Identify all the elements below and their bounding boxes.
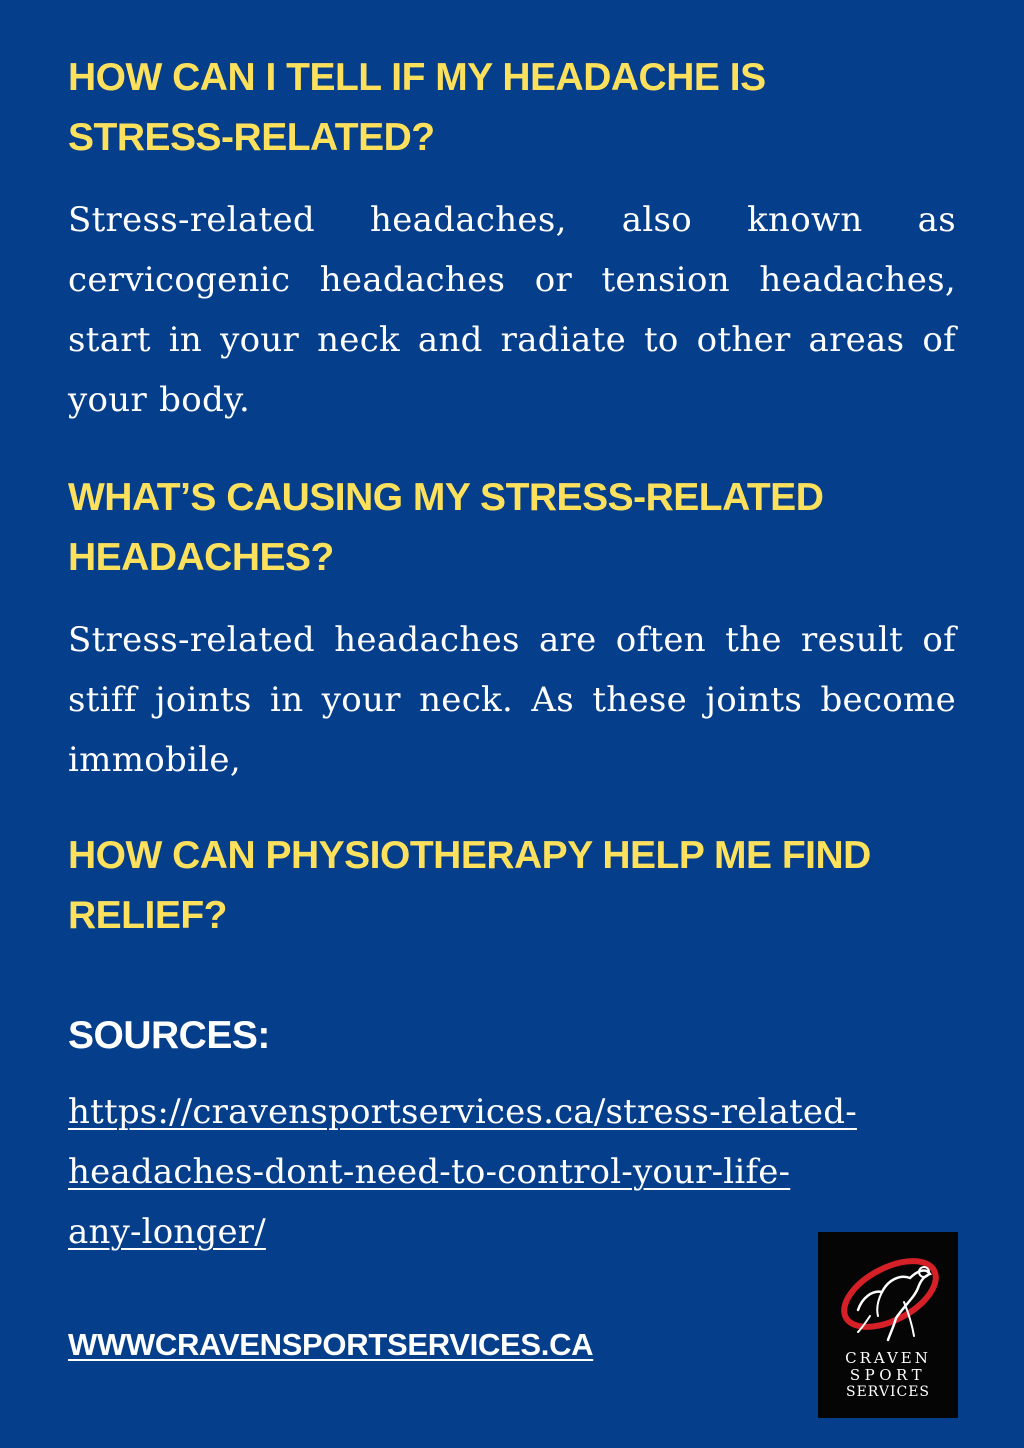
paragraph-stress-related: Stress-related headaches, also known as cervicogenic headaches or tension headaches, start in your neck and radiate to other areas of your body.: [68, 200, 956, 420]
heading-line: HOW CAN I TELL IF MY HEADACHE IS: [68, 56, 766, 99]
sources-title: SOURCES:: [68, 1014, 270, 1057]
source-link-line: any-longer/: [68, 1212, 266, 1252]
source-link-line: headaches-dont-need-to-control-your-life-: [68, 1152, 791, 1192]
heading-line: STRESS-RELATED?: [68, 116, 435, 159]
craven-sport-services-logo: [818, 1232, 958, 1418]
logo-emblem-icon: [818, 1232, 958, 1352]
logo-text-line: CRAVEN: [845, 1349, 931, 1367]
paragraph-causes: Stress-related headaches are often the result of stiff joints in your neck. As these joints become immobile,: [68, 620, 956, 780]
logo-text-line: SERVICES: [845, 1384, 930, 1400]
heading-physiotherapy: [68, 826, 871, 946]
source-link-line: https://cravensportservices.ca/stress-related-: [68, 1092, 857, 1132]
heading-line: RELIEF?: [68, 894, 227, 937]
heading-line: HEADACHES?: [68, 536, 334, 579]
heading-line: HOW CAN PHYSIOTHERAPY HELP ME FIND: [68, 834, 871, 877]
website-link[interactable]: WWWCRAVENSPORTSERVICES.CA: [68, 1327, 594, 1362]
logo-text-line: SPORT: [849, 1366, 927, 1384]
heading-line: WHAT’S CAUSING MY STRESS-RELATED: [68, 476, 824, 519]
heading-stress-related: [68, 48, 766, 168]
heading-causes: [68, 468, 823, 588]
